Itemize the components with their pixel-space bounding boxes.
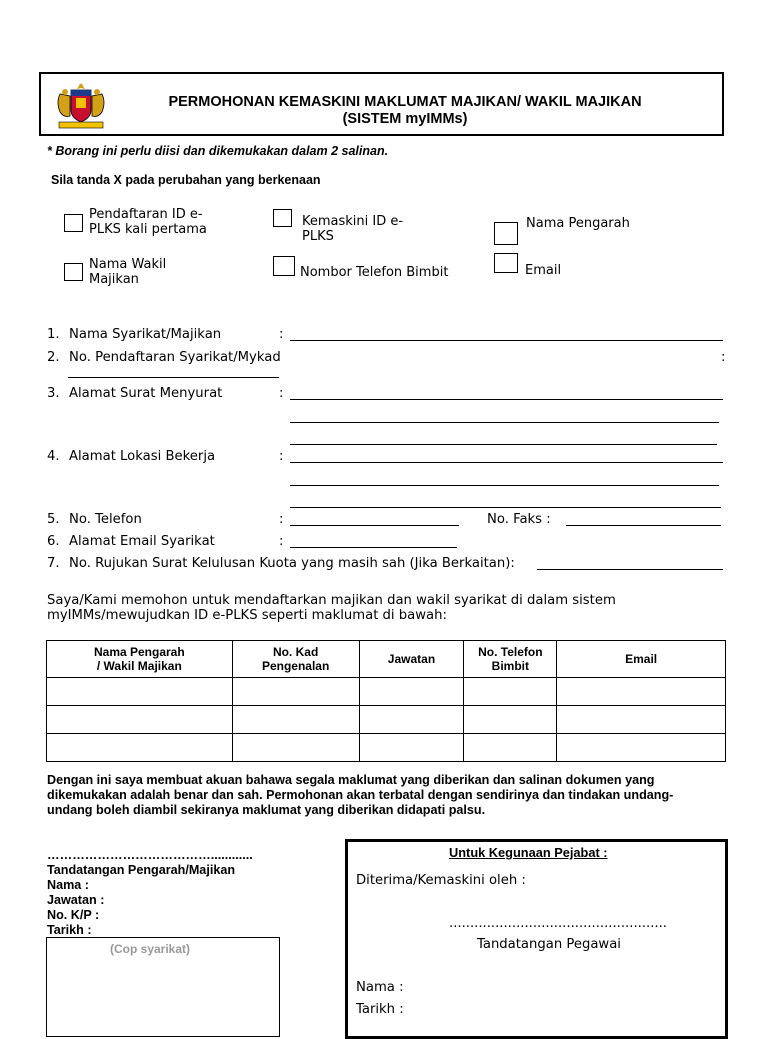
- table-cell[interactable]: [47, 678, 233, 706]
- table-cell[interactable]: [557, 706, 726, 734]
- signature-line[interactable]: …………………………………............: [47, 848, 253, 862]
- checkbox-label: Pendaftaran ID e- PLKS kali pertama: [89, 207, 207, 237]
- checkbox-label: Kemaskini ID e- PLKS: [302, 214, 404, 244]
- field-label-alamat-surat: Alamat Surat Menyurat: [69, 386, 223, 401]
- field-label-rujukan-kuota: No. Rujukan Surat Kelulusan Kuota yang masih sah (Jika Berkaitan):: [69, 556, 515, 571]
- office-signature-label: Tandatangan Pegawai: [477, 937, 621, 952]
- table-cell[interactable]: [232, 734, 359, 762]
- table-cell[interactable]: [557, 678, 726, 706]
- email-syarikat-input[interactable]: [290, 547, 457, 548]
- signature-title: Tandatangan Pengarah/Majikan: [47, 863, 236, 877]
- field-num: 7.: [47, 556, 60, 571]
- checkbox-label: Email: [525, 263, 562, 278]
- table-row: [47, 678, 726, 706]
- checkbox-label: Nama Wakil Majikan: [89, 257, 167, 287]
- table-cell[interactable]: [464, 678, 557, 706]
- checkbox-nama-wakil[interactable]: [64, 263, 83, 281]
- field-label-email-syarikat: Alamat Email Syarikat: [69, 534, 215, 549]
- no-pendaftaran-input[interactable]: [68, 377, 279, 378]
- office-signature-line[interactable]: ....................................................: [449, 916, 667, 931]
- nama-syarikat-input[interactable]: [290, 340, 723, 341]
- table-header: Nama Pengarah / Wakil Majikan: [47, 641, 233, 678]
- table-cell[interactable]: [47, 734, 233, 762]
- field-num: 3.: [47, 386, 60, 401]
- signature-nama: Nama :: [47, 878, 89, 892]
- table-cell[interactable]: [47, 706, 233, 734]
- field-colon: :: [279, 327, 284, 342]
- table-cell[interactable]: [359, 706, 464, 734]
- office-use-title: Untuk Kegunaan Pejabat :: [449, 845, 608, 860]
- alamat-lokasi-input-line1[interactable]: [290, 462, 723, 463]
- table-cell[interactable]: [232, 706, 359, 734]
- company-stamp-label: (Cop syarikat): [110, 942, 191, 956]
- field-colon: :: [279, 512, 284, 527]
- field-colon: :: [721, 350, 726, 365]
- alamat-lokasi-input-line3[interactable]: [290, 507, 721, 508]
- field-label-no-pendaftaran: No. Pendaftaran Syarikat/Mykad: [69, 350, 281, 365]
- rujukan-kuota-input[interactable]: [537, 569, 723, 570]
- signature-nokp: No. K/P :: [47, 908, 100, 922]
- table-cell[interactable]: [359, 734, 464, 762]
- office-received-label: Diterima/Kemaskini oleh :: [356, 873, 526, 888]
- form-title-line1: PERMOHONAN KEMASKINI MAKLUMAT MAJIKAN/ WAKIL MAJIKAN: [168, 94, 642, 110]
- table-cell[interactable]: [557, 734, 726, 762]
- checkbox-nama-pengarah[interactable]: [494, 222, 518, 245]
- office-tarikh-label: Tarikh :: [356, 1002, 404, 1017]
- checkbox-kemaskini-id[interactable]: [273, 209, 292, 227]
- director-table: [46, 640, 726, 762]
- field-label-no-telefon: No. Telefon: [69, 512, 142, 527]
- field-label-nama-syarikat: Nama Syarikat/Majikan: [69, 327, 222, 342]
- table-cell[interactable]: [464, 706, 557, 734]
- declaration-text: Dengan ini saya membuat akuan bahawa segala maklumat yang diberikan dan salinan dokumen yang dikemukakan adalah benar dan sah. Permohonan akan terbatal dengan sendirinya dan tindakan undang-undang boleh diambil sekiranya maklumat yang diberikan didapati palsu.: [47, 773, 674, 817]
- field-colon: :: [279, 449, 284, 464]
- table-row: [47, 734, 726, 762]
- table-header-row: [47, 641, 726, 678]
- form-title: [120, 94, 690, 128]
- alamat-lokasi-input-line2[interactable]: [290, 485, 719, 486]
- table-header: No. Telefon Bimbit: [464, 641, 557, 678]
- coat-of-arms-logo: [50, 80, 112, 132]
- field-num: 2.: [47, 350, 60, 365]
- table-cell[interactable]: [232, 678, 359, 706]
- signature-tarikh: Tarikh :: [47, 923, 92, 937]
- checkbox-telefon-bimbit[interactable]: [273, 256, 295, 276]
- table-header: Email: [557, 641, 726, 678]
- no-telefon-input[interactable]: [290, 525, 459, 526]
- table-cell[interactable]: [359, 678, 464, 706]
- field-colon: :: [279, 534, 284, 549]
- field-num: 6.: [47, 534, 60, 549]
- table-header: No. Kad Pengenalan: [232, 641, 359, 678]
- application-statement: Saya/Kami memohon untuk mendaftarkan majikan dan wakil syarikat di dalam sistem myIMMs/mewujudkan ID e-PLKS seperti maklumat di bawah:: [47, 593, 616, 623]
- signature-jawatan: Jawatan :: [47, 893, 105, 907]
- table-cell[interactable]: [464, 734, 557, 762]
- table-row: [47, 706, 726, 734]
- field-label-alamat-lokasi: Alamat Lokasi Bekerja: [69, 449, 216, 464]
- alamat-surat-input-line3[interactable]: [290, 444, 717, 445]
- form-title-line2: (SISTEM myIMMs): [342, 111, 468, 127]
- field-num: 5.: [47, 512, 60, 527]
- no-faks-input[interactable]: [566, 525, 721, 526]
- office-nama-label: Nama :: [356, 980, 404, 995]
- field-num: 1.: [47, 327, 60, 342]
- instruction-text: Sila tanda X pada perubahan yang berkenaan: [51, 173, 321, 187]
- checkbox-pendaftaran-id[interactable]: [64, 214, 83, 232]
- alamat-surat-input-line1[interactable]: [290, 399, 723, 400]
- field-colon: :: [279, 386, 284, 401]
- field-label-no-faks: No. Faks :: [487, 512, 551, 527]
- field-num: 4.: [47, 449, 60, 464]
- checkbox-label: Nama Pengarah: [526, 216, 630, 231]
- signature-block: [47, 848, 253, 938]
- checkbox-label: Nombor Telefon Bimbit: [300, 265, 449, 280]
- checkbox-email[interactable]: [494, 253, 518, 273]
- alamat-surat-input-line2[interactable]: [290, 422, 719, 423]
- company-stamp-box[interactable]: [46, 937, 280, 1037]
- table-header: Jawatan: [359, 641, 464, 678]
- copies-note: * Borang ini perlu diisi dan dikemukakan dalam 2 salinan.: [47, 144, 389, 158]
